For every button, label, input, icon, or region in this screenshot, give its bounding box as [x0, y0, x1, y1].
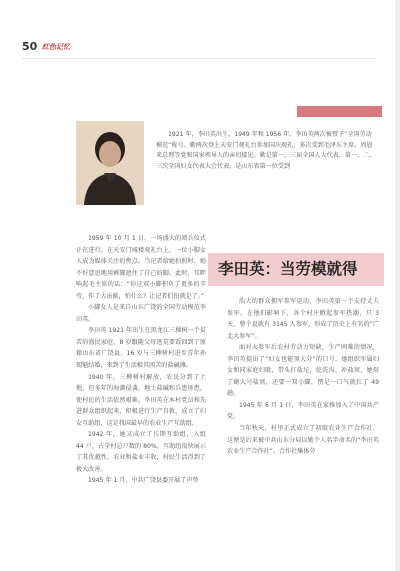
page-header — [22, 40, 382, 54]
paragraph: 1942 年，她又成立了长期互助组，入组 44 户，占全村总户数的 80%。互助组很快展示了其优越性，农业和盐业丰收，村民生活得到了极大改善。 — [76, 431, 206, 473]
body-column-right — [227, 296, 379, 458]
accent-bar — [297, 106, 382, 117]
page-edge-shadow — [395, 0, 400, 571]
page-number: 50 — [22, 40, 38, 53]
paragraph: 1959 年 10 月 1 日，一场盛大的阅兵仪式正在进行。在天安门城楼观礼台上，一位小脚女人成为媒体关注的焦点。当记者给她拍照时，她不好意思地用裤脚遮住了自己的脚。此时，耳畔响起毛主席的话：“你这双小脚积负了更多的辛劳，作了大贡献，怕什么？让记者们拍就是了。” — [76, 235, 206, 300]
paragraph: 1945 年 6 月 1 日，李田英在家推加入了中国共产党。 — [227, 401, 379, 421]
paragraph: 李田英 1921 年出生在黑龙江三棵树一个贫苦的渔民家庭，8 岁跟随父母逃荒要饭回到了原籍山东省广饶县，16 岁与三柳树村进步青年孙锡魁结婚，来到了生活极其困苦的盐碱滩。 — [76, 327, 206, 370]
paragraph: 1940 年，三柳树村解放，农民分到了土地，但多年的海潮侵袭，地土盐碱和兵患匪患，使村民的生活依然艰难。李田英在本村党员和先进群众组织起来，积极进行生产自救，成立了妇女互助组，这是我国最早的农业生产互助组。 — [76, 373, 206, 427]
paragraph: 面对大参军后农村劳动力短缺，生产困难的情况，李田英提出了“妇女也能顶大分”的口号，她组织军属妇女和同家庭妇联，带头打盐坨，挖洗沟、补盐窝，她用了副大号盐窝，还要一双小脚，愣是一口气就扛了 49 趟。 — [227, 344, 379, 398]
portrait-photo — [76, 121, 144, 205]
portrait-illustration — [76, 121, 144, 205]
article-title: 李田英：当劳模就得 — [218, 260, 358, 278]
paragraph: 1945 年 1 月，中共广饶县委开展了声势 — [88, 477, 199, 485]
body-column-left — [76, 233, 206, 487]
paragraph: 浩大的群众拥军参军运动，李田英第一个支持丈夫参军。在他们影响下，各个村庄掀起参军热潮，只 3 天，整个县就有 3145 人参军，形成了历史上有名的“广北大参军”。 — [227, 298, 379, 340]
paragraph: 当年秋天，村里正式成立了初级农业生产合作社，这便是后来被中共山东分局以她个人名字命名的“李田英农业生产合作社”。合作社集体劳 — [227, 425, 379, 456]
section-title: 红色记忆 — [42, 43, 70, 51]
intro-paragraph: 1921 年，李田英出生。1949 年和 1956 年，李田英两次被授予“全国劳动模范”称号。勤两次登上天安门观礼台参加国庆观礼，多次受到毛泽东主席、周恩来总理等党和国家领导人的亲切接见。勤是第一、三届全国人大代表，第一、二、三次全国妇女代表大会代表，是山东省第一位受到 — [156, 131, 376, 170]
paragraph: 小脚女人是来自山东广饶的全国劳动模范李田英。 — [76, 304, 206, 323]
header-rule — [22, 58, 377, 59]
